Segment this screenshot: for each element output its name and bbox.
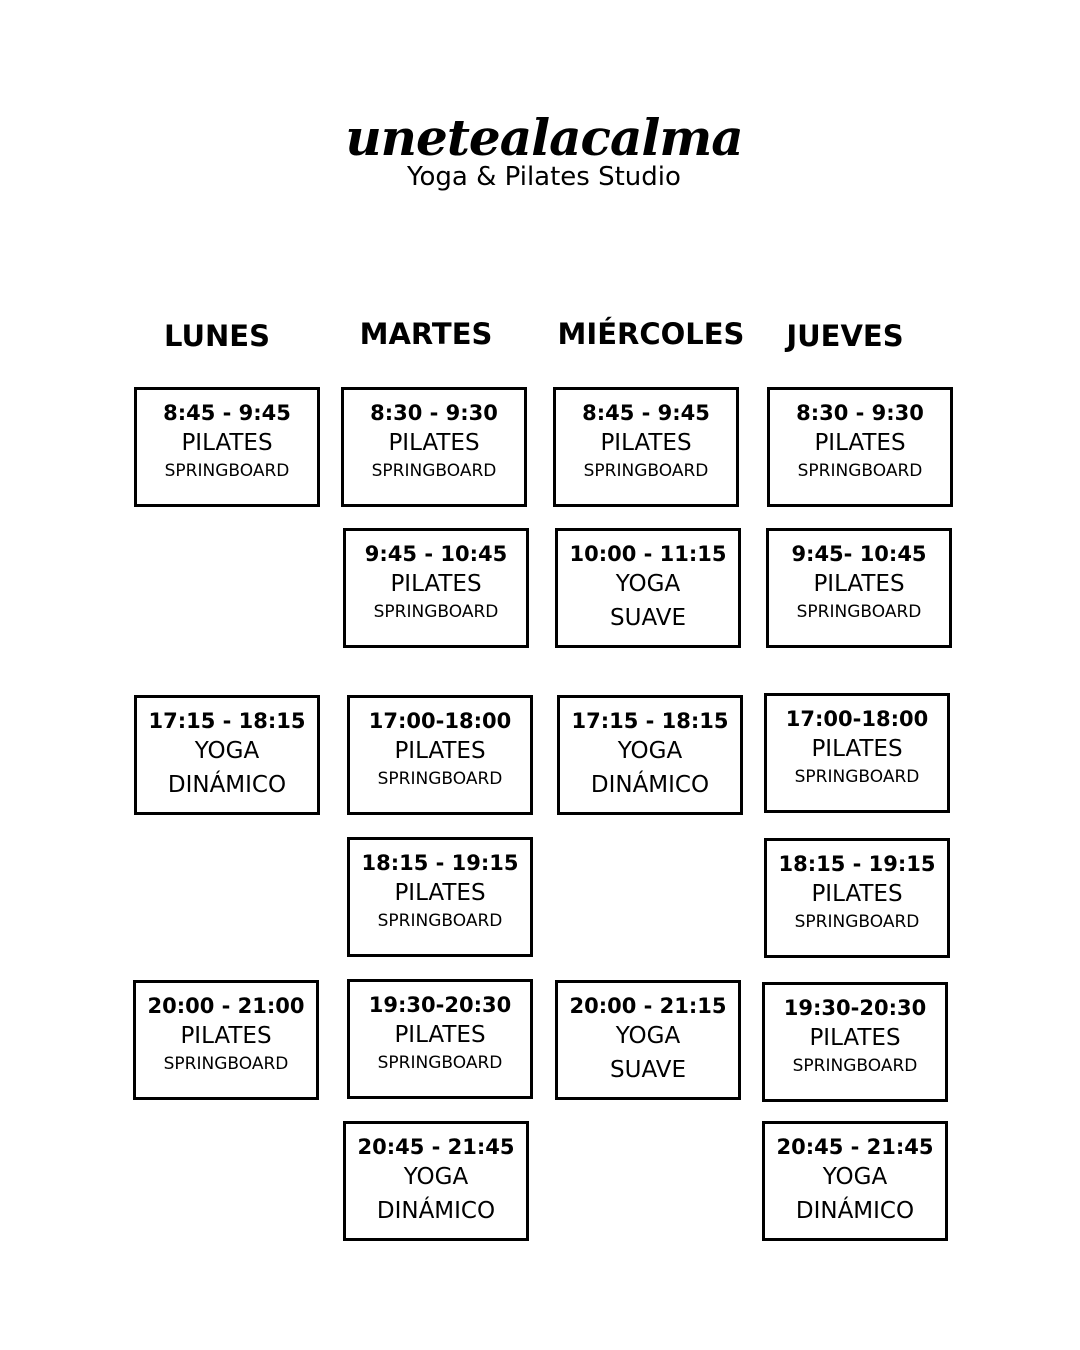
brand-logo-wordmark: unetealacalma — [345, 108, 743, 167]
class-card — [133, 980, 319, 1100]
class-name: YOGA — [403, 1164, 469, 1190]
class-type: SPRINGBOARD — [794, 767, 920, 787]
class-type: SPRINGBOARD — [371, 461, 497, 481]
class-type: DINÁMICO — [167, 772, 287, 798]
class-time: 8:30 - 9:30 — [796, 401, 924, 425]
class-name: PILATES — [813, 571, 905, 597]
class-card — [341, 387, 527, 507]
class-time: 8:45 - 9:45 — [582, 401, 710, 425]
class-card — [555, 980, 741, 1100]
class-card — [347, 837, 533, 957]
class-type: SPRINGBOARD — [377, 911, 503, 931]
class-name: PILATES — [390, 571, 482, 597]
class-name: PILATES — [811, 736, 903, 762]
day-header-lunes: LUNES — [164, 319, 270, 353]
class-type: SPRINGBOARD — [377, 1053, 503, 1073]
class-name: PILATES — [600, 430, 692, 456]
class-time: 8:30 - 9:30 — [370, 401, 498, 425]
class-card — [347, 695, 533, 815]
day-header-martes: MARTES — [359, 317, 493, 351]
brand-header — [0, 108, 1080, 192]
class-time: 17:00-18:00 — [785, 707, 929, 731]
class-name: YOGA — [194, 738, 260, 764]
class-time: 19:30-20:30 — [368, 993, 512, 1017]
class-type: SUAVE — [610, 1057, 686, 1083]
class-name: PILATES — [394, 738, 486, 764]
class-card — [134, 695, 320, 815]
class-time: 18:15 - 19:15 — [778, 852, 936, 876]
class-card — [343, 1121, 529, 1241]
class-name: PILATES — [811, 881, 903, 907]
class-type: SPRINGBOARD — [794, 912, 920, 932]
class-name: PILATES — [394, 1022, 486, 1048]
class-time: 20:00 - 21:15 — [569, 994, 727, 1018]
class-type: SPRINGBOARD — [377, 769, 503, 789]
class-time: 18:15 - 19:15 — [361, 851, 519, 875]
class-card — [553, 387, 739, 507]
class-time: 20:45 - 21:45 — [357, 1135, 515, 1159]
class-type: SPRINGBOARD — [583, 461, 709, 481]
class-time: 20:45 - 21:45 — [776, 1135, 934, 1159]
brand-subtitle: Yoga & Pilates Studio — [407, 162, 681, 192]
class-card — [764, 838, 950, 958]
class-type: SPRINGBOARD — [792, 1056, 918, 1076]
class-card — [764, 693, 950, 813]
class-name: PILATES — [394, 880, 486, 906]
class-name: YOGA — [822, 1164, 888, 1190]
class-name: PILATES — [814, 430, 906, 456]
class-time: 19:30-20:30 — [783, 996, 927, 1020]
class-card — [762, 1121, 948, 1241]
class-type: SPRINGBOARD — [797, 461, 923, 481]
class-time: 9:45 - 10:45 — [364, 542, 508, 566]
class-card — [557, 695, 743, 815]
class-time: 8:45 - 9:45 — [163, 401, 291, 425]
class-name: PILATES — [388, 430, 480, 456]
class-type: DINÁMICO — [376, 1198, 496, 1224]
class-name: PILATES — [181, 430, 273, 456]
class-type: SUAVE — [610, 605, 686, 631]
class-type: SPRINGBOARD — [164, 461, 290, 481]
class-time: 17:15 - 18:15 — [148, 709, 306, 733]
class-time: 17:15 - 18:15 — [571, 709, 729, 733]
class-name: PILATES — [180, 1023, 272, 1049]
class-time: 10:00 - 11:15 — [569, 542, 727, 566]
class-type: DINÁMICO — [590, 772, 710, 798]
class-card — [555, 528, 741, 648]
class-type: SPRINGBOARD — [373, 602, 499, 622]
class-card — [347, 979, 533, 1099]
class-name: YOGA — [615, 571, 681, 597]
class-name: YOGA — [617, 738, 683, 764]
class-type: SPRINGBOARD — [796, 602, 922, 622]
class-type: DINÁMICO — [795, 1198, 915, 1224]
class-name: PILATES — [809, 1025, 901, 1051]
class-card — [762, 982, 948, 1102]
class-time: 9:45- 10:45 — [791, 542, 927, 566]
day-header-miercoles: MIÉRCOLES — [557, 317, 745, 351]
class-time: 20:00 - 21:00 — [147, 994, 305, 1018]
class-card — [343, 528, 529, 648]
class-card — [134, 387, 320, 507]
day-header-jueves: JUEVES — [786, 319, 904, 353]
class-card — [767, 387, 953, 507]
class-card — [766, 528, 952, 648]
class-name: YOGA — [615, 1023, 681, 1049]
class-time: 17:00-18:00 — [368, 709, 512, 733]
class-type: SPRINGBOARD — [163, 1054, 289, 1074]
